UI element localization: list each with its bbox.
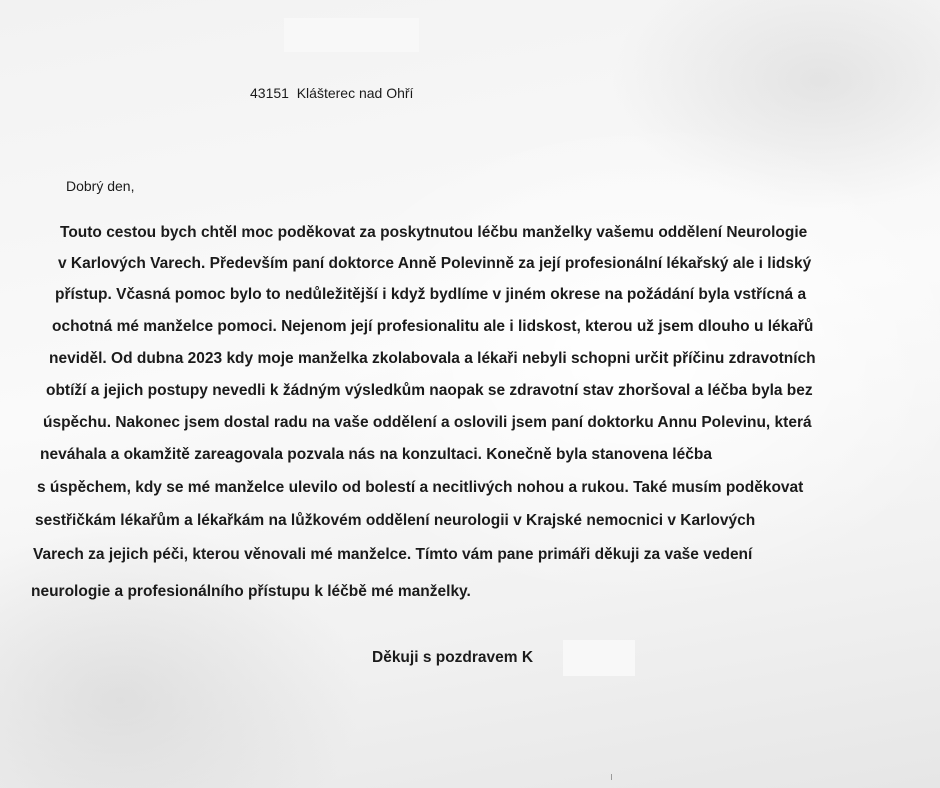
body-line-10: sestřičkám lékařům a lékařkám na lůžkovém oddělení neurologii v Krajské nemocnici v Karlových	[35, 512, 756, 529]
body-line-6: obtíží a jejich postupy nevedli k žádným výsledkům naopak se zdravotní stav zhoršoval a léčba byla bez	[46, 382, 813, 399]
body-line-8: neváhala a okamžitě zareagovala pozvala nás na konzultaci. Konečně byla stanovena léčba	[40, 446, 712, 463]
body-line-4: ochotná mé manželce pomoci. Nejenom její profesionalitu ale i lidskost, kterou už jsem dlouho u lékařů	[52, 318, 814, 335]
redacted-area-top	[284, 18, 419, 52]
body-line-2: v Karlových Varech. Především paní doktorce Anně Polevinně za její profesionální lékařský ale i lidský	[58, 255, 812, 272]
body-line-1: Touto cestou bych chtěl moc poděkovat za poskytnutou léčbu manželky vašemu oddělení Neurologie	[60, 224, 808, 241]
body-line-5: neviděl. Od dubna 2023 kdy moje manželka zkolabovala a lékaři nebyli schopni určit příčinu zdravotních	[49, 350, 816, 367]
body-line-12: neurologie a profesionálního přístupu k léčbě mé manželky.	[31, 583, 471, 600]
signature-line: Děkuji s pozdravem K	[372, 649, 534, 666]
body-line-11: Varech za jejich péči, kterou věnovali mé manželce. Tímto vám pane primáři děkuji za vaše vedení	[33, 546, 753, 563]
body-line-3: přístup. Včasná pomoc bylo to nedůležitější i když bydlíme v jiném okrese na požádání byla vstřícná a	[55, 286, 807, 303]
greeting: Dobrý den,	[66, 178, 135, 194]
body-line-9: s úspěchem, kdy se mé manželce ulevilo od bolestí a necitlivých nohou a rukou. Také musím poděkovat	[37, 479, 804, 496]
paper-mark	[611, 774, 612, 780]
sender-address: 43151 Klášterec nad Ohří	[250, 85, 414, 101]
redacted-area-signature	[563, 640, 635, 676]
body-line-7: úspěchu. Nakonec jsem dostal radu na vaše oddělení a oslovili jsem paní doktorku Annu Polevinu, která	[43, 414, 812, 431]
